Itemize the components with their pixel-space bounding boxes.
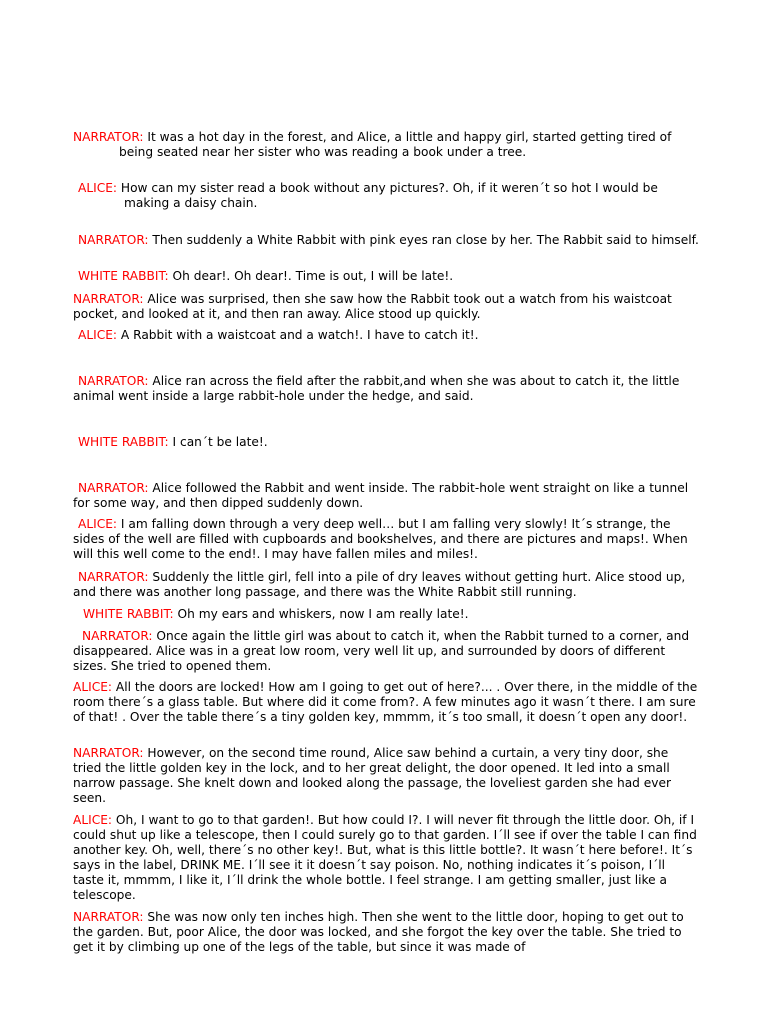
speaker-label: WHITE RABBIT: — [78, 269, 169, 283]
speaker-label: NARRATOR: — [73, 910, 144, 924]
speaker-label: NARRATOR: — [78, 481, 149, 495]
speaker-label: ALICE: — [78, 328, 118, 342]
white-rabbit-line — [83, 607, 708, 622]
narrator-line — [73, 629, 698, 674]
white-rabbit-line — [78, 435, 703, 450]
narrator-line — [78, 233, 703, 248]
speaker-label: NARRATOR: — [78, 374, 149, 388]
line-text: It was a hot day in the forest, and Alice, a little and happy girl, started getting tired of being seated near her sister who was reading a book under a tree. — [119, 130, 672, 159]
line-text: Once again the little girl was about to catch it, when the Rabbit turned to a corner, and disappeared. Alice was in a great low room, very well lit up, and surrounded by doors of different sizes. She tried to opened them. — [73, 629, 690, 673]
speaker-label: WHITE RABBIT: — [78, 435, 169, 449]
line-text: However, on the second time round, Alice saw behind a curtain, a very tiny door, she tried the little golden key in the lock, and to her great delight, the door opened. It led into a small narrow passage. She knelt down and looked along the passage, the loveliest garden she had ever seen. — [73, 746, 672, 805]
speaker-label: NARRATOR: — [78, 570, 149, 584]
speaker-label: ALICE: — [73, 813, 113, 827]
speaker-label: WHITE RABBIT: — [83, 607, 174, 621]
line-text: I am falling down through a very deep well… but I am falling very slowly! It´s strange, the sides of the well are filled with cupboards and bookshelves, and there are pictures and maps!. When will this well come to the end!. I may have fallen miles and miles!. — [73, 517, 688, 561]
line-text: Oh dear!. Oh dear!. Time is out, I will be late!. — [168, 269, 454, 283]
line-text: Oh, I want to go to that garden!. But how could I?. I will never fit through the little door. Oh, if I could shut up like a telescope, then I could surely go to that garden. I´ll see if over the table I can find another key. Oh, well, there´s no other key!. But, what is this little bottle?. It wasn´t here before!. It´s says in the label, DRINK ME. I´ll see it it doesn´t say poison. No, nothing indicates it´s poison, I´ll taste it, mmmm, I like it, I´ll drink the whole bottle. I feel strange. I am getting smaller, just like a telescope. — [73, 813, 697, 902]
narrator-line — [73, 481, 698, 511]
line-text: All the doors are locked! How am I going to get out of here?... . Over there, in the middle of the room there´s a glass table. But where did it come from?. A few minutes ago it wasn´t there. I am sure of that! . Over the table there´s a tiny golden key, mmmm, it´s too small, it doesn´t open any door!. — [73, 680, 698, 724]
narrator-line — [73, 374, 698, 404]
line-text: Oh my ears and whiskers, now I am really late!. — [173, 607, 469, 621]
speaker-label: NARRATOR: — [73, 292, 144, 306]
line-text: Suddenly the little girl, fell into a pile of dry leaves without getting hurt. Alice stood up, and there was another long passage, and there was the White Rabbit still running. — [73, 570, 686, 599]
narrator-line — [73, 570, 698, 600]
line-text: Alice was surprised, then she saw how the Rabbit took out a watch from his waistcoat pocket, and looked at it, and then ran away. Alice stood up quickly. — [73, 292, 672, 321]
speaker-label: ALICE: — [73, 680, 113, 694]
narrator-line — [73, 910, 698, 955]
line-text: I can´t be late!. — [168, 435, 268, 449]
alice-line — [78, 328, 703, 343]
white-rabbit-line — [78, 269, 703, 284]
speaker-label: ALICE: — [78, 517, 118, 531]
line-text: She was now only ten inches high. Then she went to the little door, hoping to get out to the garden. But, poor Alice, the door was locked, and she forgot the key over the table. She tried to get it by climbing up one of the legs of the table, but since it was made of — [73, 910, 684, 954]
narrator-line — [73, 292, 698, 322]
line-text: A Rabbit with a waistcoat and a watch!. I have to catch it!. — [117, 328, 479, 342]
speaker-label: NARRATOR: — [73, 130, 144, 144]
alice-line — [73, 517, 698, 562]
alice-line — [73, 813, 698, 903]
speaker-label: NARRATOR: — [82, 629, 153, 643]
line-text: How can my sister read a book without any pictures?. Oh, if it weren´t so hot I would be making a daisy chain. — [117, 181, 658, 210]
speaker-label: ALICE: — [78, 181, 118, 195]
line-text: Alice followed the Rabbit and went inside. The rabbit-hole went straight on like a tunnel for some way, and then dipped suddenly down. — [73, 481, 689, 510]
speaker-label: NARRATOR: — [78, 233, 149, 247]
line-text: Then suddenly a White Rabbit with pink eyes ran close by her. The Rabbit said to himself. — [148, 233, 699, 247]
line-text: Alice ran across the field after the rabbit,and when she was about to catch it, the little animal went inside a large rabbit-hole under the hedge, and said. — [73, 374, 680, 403]
alice-line — [73, 680, 698, 725]
speaker-label: NARRATOR: — [73, 746, 144, 760]
narrator-line — [73, 746, 698, 806]
narrator-line — [73, 130, 698, 160]
alice-line — [78, 181, 703, 211]
